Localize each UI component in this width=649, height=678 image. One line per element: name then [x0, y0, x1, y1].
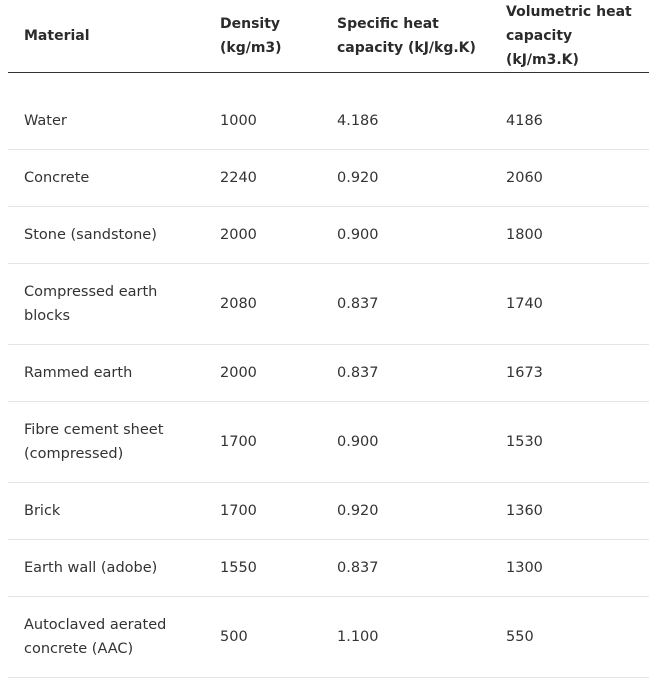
- cell-specific-heat: 0.837: [321, 345, 490, 402]
- cell-volumetric-heat: 1530: [490, 402, 649, 483]
- table-row: [8, 73, 649, 150]
- cell-volumetric-heat: 2060: [490, 150, 649, 207]
- cell-volumetric-heat: 550: [490, 597, 649, 678]
- cell-volumetric-heat: 1800: [490, 207, 649, 264]
- cell-density: 1700: [204, 402, 321, 483]
- thermal-mass-table: [8, 0, 649, 678]
- cell-specific-heat: 0.837: [321, 540, 490, 597]
- table-row: [8, 264, 649, 345]
- cell-specific-heat: 0.920: [321, 483, 490, 540]
- table-row: [8, 150, 649, 207]
- cell-specific-heat: 0.837: [321, 264, 490, 345]
- header-density: Density (kg/m3): [204, 0, 321, 73]
- cell-specific-heat: 0.900: [321, 402, 490, 483]
- cell-density: 2080: [204, 264, 321, 345]
- table-row: [8, 597, 649, 678]
- cell-material: Earth wall (adobe): [8, 540, 204, 597]
- table-row: [8, 207, 649, 264]
- cell-volumetric-heat: 1300: [490, 540, 649, 597]
- cell-material: Rammed earth: [8, 345, 204, 402]
- cell-volumetric-heat: 1740: [490, 264, 649, 345]
- cell-material: Autoclaved aerated concrete (AAC): [8, 597, 204, 678]
- cell-density: 1000: [204, 73, 321, 150]
- cell-volumetric-heat: 1673: [490, 345, 649, 402]
- cell-density: 1700: [204, 483, 321, 540]
- cell-volumetric-heat: 4186: [490, 73, 649, 150]
- header-specific-heat: Specific heat capacity (kJ/kg.K): [321, 0, 490, 73]
- header-volumetric-heat: Volumetric heat capacity (kJ/m3.K): [490, 0, 649, 73]
- table-row: [8, 540, 649, 597]
- cell-material: Concrete: [8, 150, 204, 207]
- table-body: [8, 73, 649, 678]
- cell-specific-heat: 0.920: [321, 150, 490, 207]
- cell-density: 2000: [204, 207, 321, 264]
- table-row: [8, 483, 649, 540]
- table-row: [8, 345, 649, 402]
- table-row: [8, 402, 649, 483]
- header-material: Material: [8, 0, 204, 73]
- cell-material: Fibre cement sheet (compressed): [8, 402, 204, 483]
- cell-density: 2000: [204, 345, 321, 402]
- cell-density: 2240: [204, 150, 321, 207]
- cell-material: Brick: [8, 483, 204, 540]
- cell-specific-heat: 0.900: [321, 207, 490, 264]
- header-row: [8, 0, 649, 73]
- cell-material: Compressed earth blocks: [8, 264, 204, 345]
- cell-volumetric-heat: 1360: [490, 483, 649, 540]
- cell-density: 500: [204, 597, 321, 678]
- cell-specific-heat: 1.100: [321, 597, 490, 678]
- cell-material: Water: [8, 73, 204, 150]
- cell-density: 1550: [204, 540, 321, 597]
- cell-material: Stone (sandstone): [8, 207, 204, 264]
- cell-specific-heat: 4.186: [321, 73, 490, 150]
- table-header: [8, 0, 649, 73]
